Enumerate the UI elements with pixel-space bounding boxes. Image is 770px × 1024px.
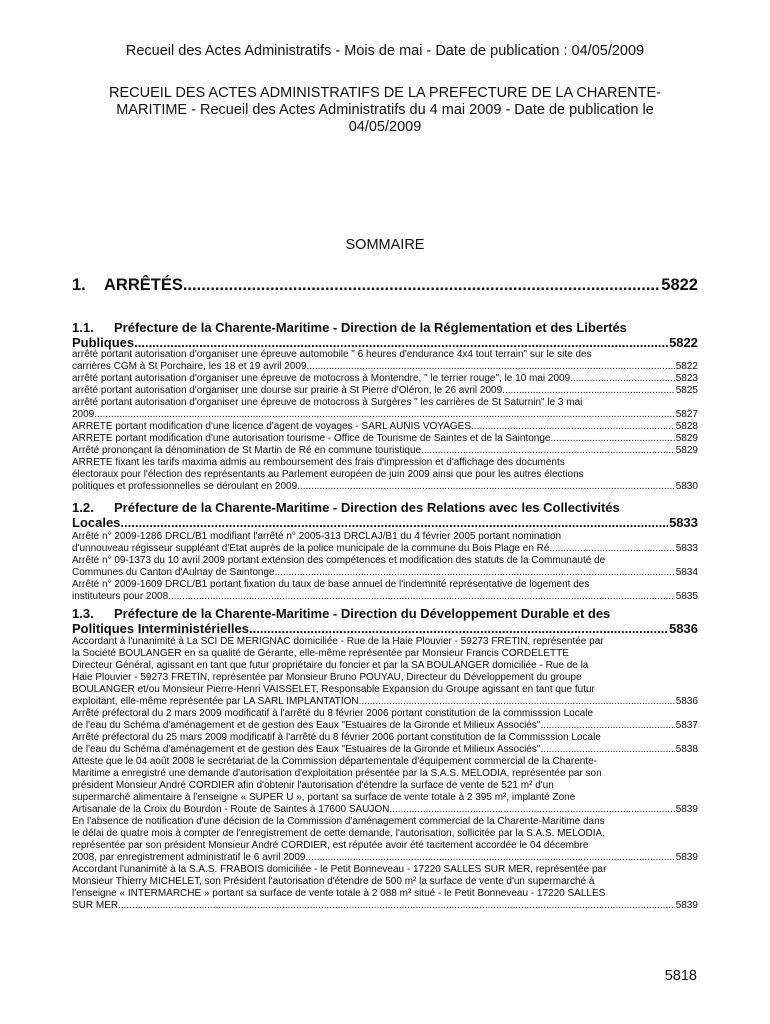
section-1-3-entries xyxy=(72,636,698,912)
toc-entry[interactable]: Arrêté préfectoral du 25 mars 2009 modificatif à l'arrêté du 8 février 2006 portant constitution de la Commisssion Locale de l'eau du Schéma d'aménagement et de gestion des Eaux "Estuaires de la Gironde et Milieux Associés" ..... 5838 xyxy=(72,732,698,756)
chapter-label: ARRÊTÉS xyxy=(104,276,183,294)
toc-entry[interactable]: Arrêté n° 2009-1286 DRCL/B1 modifiant l'arrêté n° 2005-313 DRCLAJ/B1 du 4 février 2005 portant nomination d'unnouveau régisseur suppléant d'Etat auprès de la police municipale de la commune du Bois Plage en Ré ..... 5833 xyxy=(72,531,698,555)
document-title xyxy=(80,85,690,136)
section-title-cont: Politiques Interministérielles xyxy=(72,621,249,636)
section-page: 5836 xyxy=(669,621,698,636)
running-header: Recueil des Actes Administratifs - Mois de mai - Date de publication : 04/05/2009 xyxy=(125,43,645,59)
entry-page: 5827 xyxy=(675,409,698,420)
section-1-1-entries xyxy=(72,349,698,493)
toc-entry[interactable]: ARRETE fixant les tarifs maxima admis au remboursement des frais d'impression et d'affichage des documents électoraux pour l'élection des représentants au Parlement européen de juin 2009 ainsi que pour les autres élections politiques et professionnelles se déroulant en 2009 ..... 5830 xyxy=(72,457,698,493)
entry-page: 5829 xyxy=(675,445,698,456)
toc-entry[interactable]: arrêté portant autorisation d'organiser une dourse sur prairie à St Pierre d'Oléron, le 26 avril 2009 ..... 5825 xyxy=(72,385,698,397)
entry-page: 5837 xyxy=(675,720,698,731)
section-number: 1.3. xyxy=(72,606,94,621)
section-title: Préfecture de la Charente-Maritime - Direction des Relations avec les Collectivités xyxy=(114,500,620,515)
toc-entry[interactable]: En l'absence de notification d'une décision de la Commission d'aménagement commercial de la Charente-Maritime dans le délai de quatre mois à compter de l'enregistrement de cette demande, l'autorisation, sollicitée par la S.A.S. MELODIA, représentée par son président Monsieur André CORDIER, est réputée avoir été tacitement accordée le 04 décembre 2008, par enregistrement administratif le 6 avril 2009 ..... 5839 xyxy=(72,816,698,864)
toc-entry[interactable]: arrêté portant autorisation d'organiser une épreuve automobile " 6 heures d'endurance 4x4 tout terrain" sur le site des carrières CGM à St Porchaire, les 18 et 19 avril 2009 ..... 5822 xyxy=(72,349,698,373)
toc-entry[interactable]: Accordant à l'unanimité à La SCI DE MERIGNAC domiciliée - Rue de la Haie Plouvier - 59273 FRETIN, représentée par la Société BOULANGER en sa qualité de Gérante, elle-même représentée par Monsieur Francis CORDELETTE Directeur Général, agissant en tant que futur propriétaire du foncier et par la SA BOULANGER domiciliée - Rue de la Haie Plouvier - 59273 FRETIN, représentée par Monsieur Bruno POUYAU, Directeur du Développement du groupe BOULANGER et/ou Monsieur Pierre-Henri VAISSELET, Responsable Expansion du Groupe agissant en tant que futur exploitant, elle-même représentée par LA SARL IMPLANTATION ..... 5836 xyxy=(72,636,698,708)
entry-page: 5836 xyxy=(675,696,698,707)
section-page: 5833 xyxy=(669,515,698,530)
section-title: Préfecture de la Charente-Maritime - Direction du Développement Durable et des xyxy=(114,606,611,621)
chapter-number: 1. xyxy=(72,276,86,294)
section-1-2-entries xyxy=(72,531,698,603)
toc-entry[interactable]: ARRETE portant modification d'une licence d'agent de voyages - SARL AUNIS VOYAGES ..... 5828 xyxy=(72,421,698,433)
section-number: 1.1. xyxy=(72,320,94,335)
toc-section-1-3[interactable] xyxy=(72,606,698,636)
toc-entry[interactable]: Arrêté prononçant la dénomination de St Martin de Ré en commune touristique ..... 5829 xyxy=(72,445,698,457)
entry-page: 5825 xyxy=(675,385,698,396)
toc-section-1-2[interactable] xyxy=(72,500,698,530)
section-title-cont: Publiques xyxy=(72,335,135,350)
entry-page: 5828 xyxy=(675,421,698,432)
title-line: RECUEIL DES ACTES ADMINISTRATIFS DE LA PREFECTURE DE LA CHARENTE- xyxy=(109,85,661,101)
page-number: 5818 xyxy=(664,968,697,984)
title-line: 04/05/2009 xyxy=(348,119,422,135)
entry-page: 5839 xyxy=(675,852,698,863)
entry-page: 5838 xyxy=(675,744,698,755)
entry-page: 5839 xyxy=(675,900,698,911)
entry-page: 5833 xyxy=(675,543,698,554)
title-line: MARITIME - Recueil des Actes Administratifs du 4 mai 2009 - Date de publication le xyxy=(116,102,654,118)
toc-entry[interactable]: Arrêté préfectoral du 2 mars 2009 modificatif à l'arrêté du 8 février 2006 portant constitution de la commisssion Locale de l'eau du Schéma d'aménagement et de gestion des Eaux "Estuaires de la Gironde et Milieux Associés" ..... 5837 xyxy=(72,708,698,732)
toc-section-1-1[interactable] xyxy=(72,320,698,350)
section-title: Préfecture de la Charente-Maritime - Direction de la Réglementation et des Libertés xyxy=(114,320,627,335)
toc-entry[interactable]: Arrêté n° 2009-1609 DRCL/B1 portant fixation du taux de base annuel de l'indemnité représentative de logement des instituteurs pour 2008 ..... 5835 xyxy=(72,579,698,603)
chapter-page: 5822 xyxy=(661,276,698,294)
toc-chapter-arretes[interactable] xyxy=(72,276,698,295)
toc-entry[interactable]: Atteste que le 04 août 2008 le secrétariat de la Commission départementale d'équipement commercial de la Charente- Maritime a enregistré une demande d'autorisation d'exploitation présentée par la S.A.S. MELODIA, représentée par son président Monsieur André CORDIER afin d'obtenir l'autorisation d'étendre la surface de vente de 521 m² d'un supermarché alimentaire à l'enseigne « SUPER U », portant sa surface de vente totale à 2 395 m², implanté Zone Artisanale de la Croix du Bourdon - Route de Saintes à 17600 SAUJON ..... 5839 xyxy=(72,756,698,816)
entry-page: 5839 xyxy=(675,804,698,815)
entry-page: 5822 xyxy=(675,361,698,372)
sommaire-heading: SOMMAIRE xyxy=(345,237,425,253)
toc-entry[interactable]: Accordant l'unanimité à la S.A.S. FRABOIS domiciliée - le Petit Bonneveau - 17220 SALLES SUR MER, représentée par Monsieur Thierry MICHELET, son Président l'autorisation d'étendre de 500 m² la surface de vente d'un supermarché à l'enseigne « INTERMARCHE » portant sa surface de vente totale à 2 088 m² situé - le Petit Bonneveau - 17220 SALLES SUR MER ..... 5839 xyxy=(72,864,698,912)
section-page: 5822 xyxy=(669,335,698,350)
toc-entry[interactable]: ARRETE portant modification d'une autorisation tourisme - Office de Tourisme de Saintes et de la Saintonge ..... 5829 xyxy=(72,433,698,445)
toc-entry[interactable]: arrêté portant autorisation d'organiser une épreuve de motocross à Surgères " les carrières de St Saturnin" le 3 mai 2009 ..... 5827 xyxy=(72,397,698,421)
entry-page: 5829 xyxy=(675,433,698,444)
entry-page: 5835 xyxy=(675,591,698,602)
section-number: 1.2. xyxy=(72,500,94,515)
entry-page: 5834 xyxy=(675,567,698,578)
toc-entry[interactable]: Arrêté n° 09-1373 du 10 avril 2009 portant extension des compétences et modification des statuts de la Communauté de Communes du Canton d'Aulnay de Saintonge ..... 5834 xyxy=(72,555,698,579)
toc-entry[interactable]: arrêté portant autorisation d'organiser une épreuve de motocross à Montendre, " le terrier rouge", le 10 mai 2009 ..... 5823 xyxy=(72,373,698,385)
section-title-cont: Locales xyxy=(72,515,121,530)
entry-page: 5823 xyxy=(675,373,698,384)
entry-page: 5830 xyxy=(675,481,698,492)
